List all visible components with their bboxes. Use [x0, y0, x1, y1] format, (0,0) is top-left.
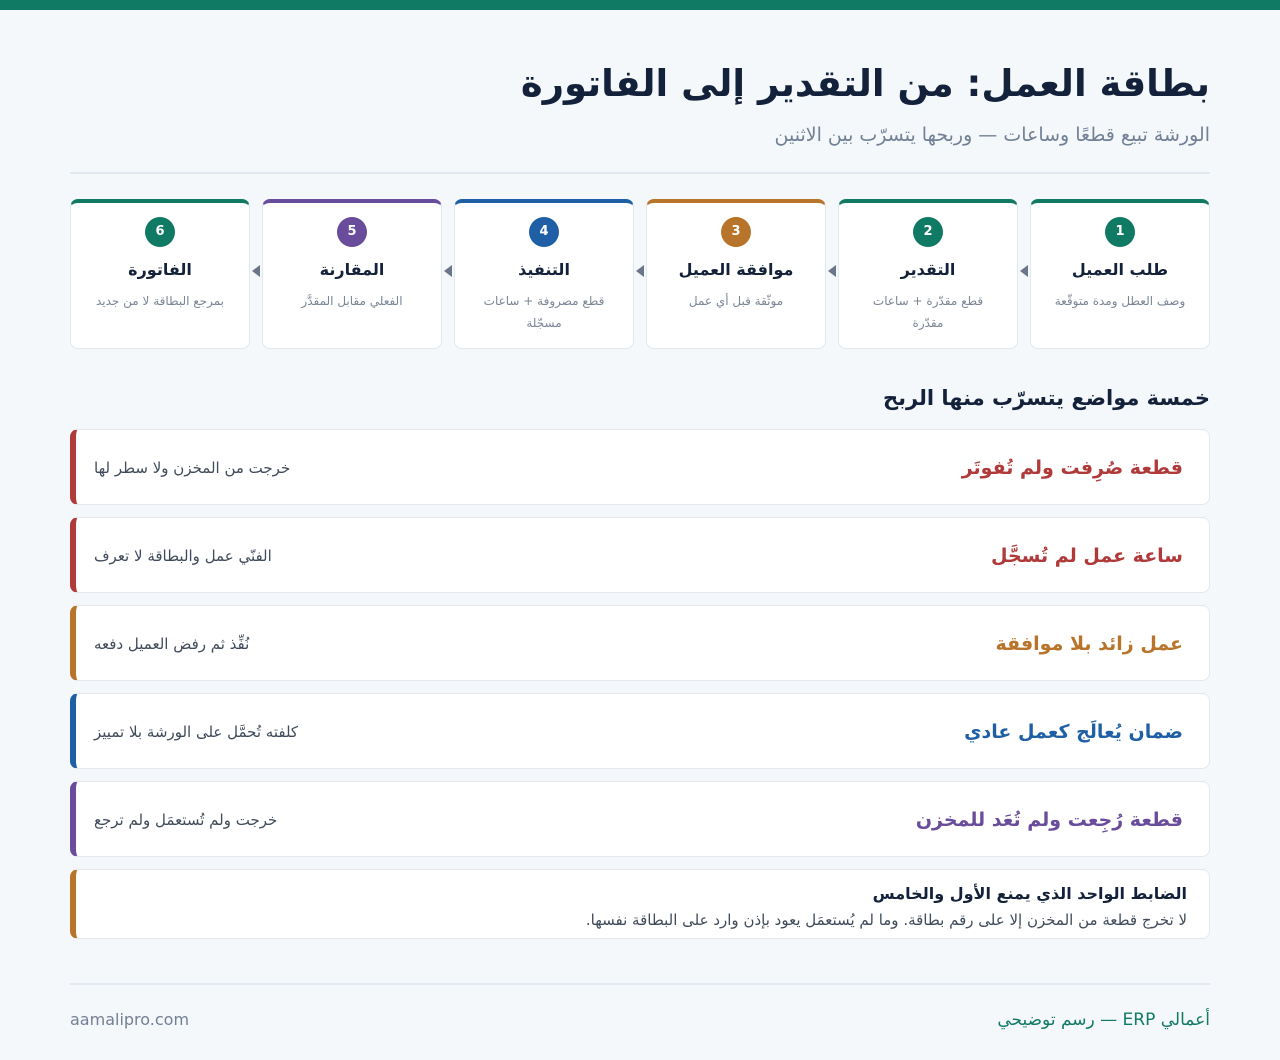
- step-arrow-icon: [636, 265, 644, 277]
- step-label: طلب العميل: [1071, 260, 1169, 279]
- step-label: موافقة العميل: [678, 260, 794, 279]
- step-card: [262, 199, 442, 349]
- process-steps: [70, 199, 1210, 349]
- step-arrow-icon: [444, 265, 452, 277]
- step-number-badge: 4: [529, 217, 559, 247]
- step-card: [1030, 199, 1210, 349]
- step-number-badge: 6: [145, 217, 175, 247]
- leak-description: خرجت من المخزن ولا سطر لها: [94, 459, 291, 477]
- top-accent-bar: [0, 0, 1280, 10]
- leak-card: [70, 605, 1210, 681]
- footer-divider: [70, 983, 1210, 985]
- leak-description: الفنّي عمل والبطاقة لا تعرف: [94, 547, 272, 565]
- step-label: الفاتورة: [128, 260, 192, 279]
- step-label: التقدير: [900, 260, 956, 279]
- leak-title: ضمان يُعالَج كعمل عادي: [964, 721, 1183, 743]
- step-description: قطع مقدّرة + ساعات مقدّرة: [872, 294, 984, 330]
- leak-description: نُفِّذ ثم رفض العميل دفعه: [94, 635, 250, 653]
- step-card: [646, 199, 826, 349]
- leak-title: ساعة عمل لم تُسجَّل: [991, 545, 1183, 567]
- step-description: بمرجع البطاقة لا من جديد: [95, 294, 224, 308]
- footer-brand: أعمالي ERP — رسم توضيحي: [997, 1010, 1210, 1030]
- leak-card: [70, 429, 1210, 505]
- step-description: موثّقة قبل أي عمل: [688, 294, 784, 308]
- step-number-badge: 5: [337, 217, 367, 247]
- step-description: قطع مصروفة + ساعات مسجّلة: [483, 294, 605, 330]
- step-number-badge: 1: [1105, 217, 1135, 247]
- control-rule-card: [70, 869, 1210, 939]
- step-card: [454, 199, 634, 349]
- step-number-badge: 3: [721, 217, 751, 247]
- leak-card: [70, 693, 1210, 769]
- step-number-badge: 2: [913, 217, 943, 247]
- leak-description: كلفته تُحمَّل على الورشة بلا تمييز: [94, 723, 299, 741]
- step-label: التنفيذ: [518, 260, 570, 279]
- step-label: المقارنة: [319, 260, 385, 279]
- leak-description: خرجت ولم تُستعمَل ولم ترجع: [94, 811, 278, 829]
- step-arrow-icon: [1020, 265, 1028, 277]
- leak-card: [70, 781, 1210, 857]
- step-description: الفعلي مقابل المقدَّر: [301, 294, 403, 308]
- profit-leaks-list: [70, 429, 1210, 857]
- leak-title: قطعة صُرِفت ولم تُفوتَر: [961, 457, 1183, 479]
- page: [70, 10, 1210, 939]
- rule-title: الضابط الواحد الذي يمنع الأول والخامس: [872, 884, 1187, 903]
- step-card: [70, 199, 250, 349]
- leak-card: [70, 517, 1210, 593]
- step-arrow-icon: [252, 265, 260, 277]
- page-subtitle: الورشة تبيع قطعًا وساعات — وربحها يتسرّب بين الاثنين: [774, 124, 1210, 146]
- step-description: وصف العطل ومدة متوقّعة: [1054, 294, 1186, 308]
- step-arrow-icon: [828, 265, 836, 277]
- footer-site-link[interactable]: aamalipro.com: [70, 1010, 190, 1029]
- rule-text: لا تخرج قطعة من المخزن إلا على رقم بطاقة. وما لم يُستعمَل يعود بإذن وارد على البطاقة نفسها.: [585, 911, 1187, 929]
- leak-title: قطعة رُجِعت ولم تُعَد للمخزن: [915, 809, 1183, 831]
- page-title: بطاقة العمل: من التقدير إلى الفاتورة: [520, 62, 1210, 105]
- section-title: خمسة مواضع يتسرّب منها الربح: [882, 386, 1210, 410]
- step-card: [838, 199, 1018, 349]
- leak-title: عمل زائد بلا موافقة: [995, 633, 1183, 655]
- header-divider: [70, 172, 1210, 174]
